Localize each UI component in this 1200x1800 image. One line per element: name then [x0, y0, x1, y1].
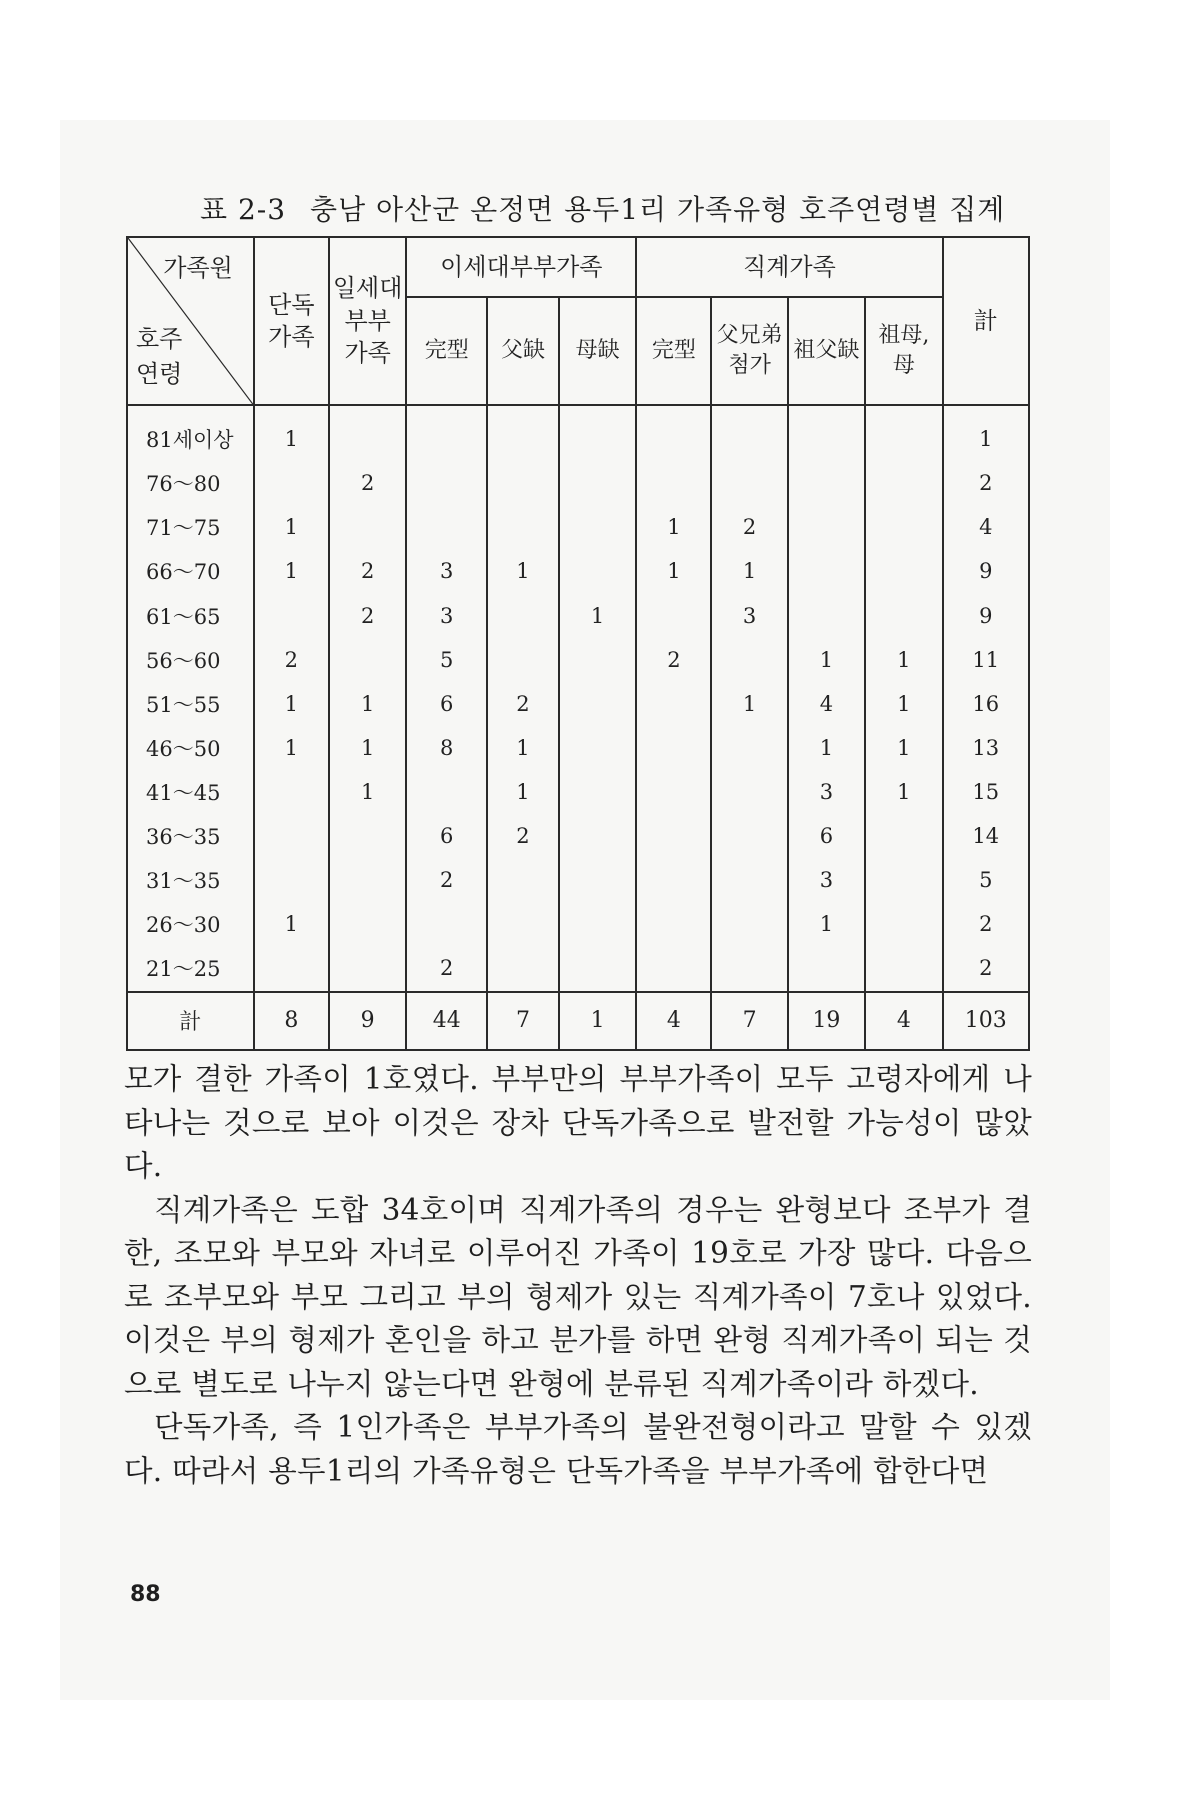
table-cell — [254, 858, 329, 902]
age-label: 26～30 — [127, 902, 254, 946]
table-cell: 1 — [487, 726, 559, 770]
table-cell: 15 — [943, 770, 1029, 814]
table-cell — [487, 405, 559, 461]
table-cell: 2 — [711, 505, 787, 549]
table-cell: 1 — [636, 549, 711, 593]
table-cell — [559, 858, 636, 902]
total-cell: 8 — [254, 992, 329, 1050]
header-father-brothers: 父兄弟 첨가 — [711, 297, 787, 405]
table-row — [127, 594, 1029, 638]
table-cell — [329, 946, 406, 991]
table-cell: 2 — [487, 682, 559, 726]
family-type-table — [126, 236, 1030, 1051]
total-cell: 4 — [636, 992, 711, 1050]
table-cell — [711, 946, 787, 991]
table-cell: 2 — [329, 461, 406, 505]
table-cell: 8 — [406, 726, 487, 770]
table-cell — [711, 858, 787, 902]
table-caption — [200, 188, 1006, 228]
table-number: 표 2-3 — [200, 193, 287, 226]
table-cell: 2 — [943, 461, 1029, 505]
header-complete: 完型 — [406, 297, 487, 405]
table-row — [127, 638, 1029, 682]
total-cell: 1 — [559, 992, 636, 1050]
table-cell — [559, 814, 636, 858]
table-cell: 4 — [788, 682, 865, 726]
table-cell — [329, 814, 406, 858]
table-cell — [254, 814, 329, 858]
table-cell — [329, 638, 406, 682]
header-two-generation-group: 이세대부부가족 — [406, 237, 636, 297]
table-row — [127, 814, 1029, 858]
table-cell — [559, 405, 636, 461]
table-cell: 1 — [254, 549, 329, 593]
table-cell — [711, 770, 787, 814]
age-label: 21～25 — [127, 946, 254, 991]
total-cell: 19 — [788, 992, 865, 1050]
header-grandmother-mother: 祖母, 母 — [865, 297, 942, 405]
body-text — [124, 1058, 1032, 1493]
table-cell: 16 — [943, 682, 1029, 726]
table-cell — [487, 594, 559, 638]
table-cell — [711, 461, 787, 505]
table-cell: 4 — [943, 505, 1029, 549]
table-row — [127, 405, 1029, 461]
table-cell — [865, 858, 942, 902]
table-cell — [254, 770, 329, 814]
table-cell — [559, 505, 636, 549]
table-cell: 1 — [865, 682, 942, 726]
table-cell: 2 — [329, 594, 406, 638]
age-label: 31～35 — [127, 858, 254, 902]
table-cell — [636, 770, 711, 814]
table-cell — [865, 405, 942, 461]
age-label: 36～35 — [127, 814, 254, 858]
table-cell — [788, 549, 865, 593]
table-cell — [559, 726, 636, 770]
table-cell — [329, 858, 406, 902]
table-cell — [636, 682, 711, 726]
table-cell — [788, 946, 865, 991]
table-cell — [865, 549, 942, 593]
table-cell: 2 — [943, 902, 1029, 946]
table-cell: 3 — [406, 594, 487, 638]
corner-header — [127, 237, 254, 405]
table-cell — [711, 814, 787, 858]
table-row — [127, 902, 1029, 946]
table-cell: 6 — [788, 814, 865, 858]
table-cell — [636, 405, 711, 461]
table-cell — [406, 505, 487, 549]
table-cell: 1 — [329, 682, 406, 726]
table-row — [127, 549, 1029, 593]
table-cell — [559, 461, 636, 505]
table-cell — [487, 505, 559, 549]
table-cell: 2 — [406, 946, 487, 991]
table-cell: 1 — [254, 682, 329, 726]
table-cell: 6 — [406, 682, 487, 726]
header-total: 計 — [943, 237, 1029, 405]
table-cell — [406, 902, 487, 946]
header-lineal-group: 직계가족 — [636, 237, 942, 297]
table-cell: 1 — [559, 594, 636, 638]
header-single-family: 단독 가족 — [254, 237, 329, 405]
age-label: 56～60 — [127, 638, 254, 682]
total-cell: 103 — [943, 992, 1029, 1050]
table-cell: 2 — [254, 638, 329, 682]
table-row — [127, 461, 1029, 505]
total-cell: 7 — [711, 992, 787, 1050]
table-title: 충남 아산군 온정면 용두1리 가족유형 호주연령별 집계 — [310, 193, 1006, 226]
table-cell — [636, 594, 711, 638]
table-cell: 2 — [943, 946, 1029, 991]
table-cell: 1 — [254, 902, 329, 946]
table-cell: 1 — [788, 902, 865, 946]
table-cell: 1 — [329, 770, 406, 814]
table-cell — [559, 770, 636, 814]
header-one-generation-couple: 일세대 부부 가족 — [329, 237, 406, 405]
header-lineal-complete: 完型 — [636, 297, 711, 405]
table-cell — [406, 770, 487, 814]
table-cell: 3 — [788, 770, 865, 814]
table-cell — [865, 505, 942, 549]
header-father-missing: 父缺 — [487, 297, 559, 405]
age-label: 81세이상 — [127, 405, 254, 461]
table-cell — [865, 594, 942, 638]
table-row — [127, 770, 1029, 814]
paragraph: 모가 결한 가족이 1호였다. 부부만의 부부가족이 모두 고령자에게 나타나는 것으로 보아 이것은 장차 단독가족으로 발전할 가능성이 많았다. — [124, 1062, 1032, 1183]
table-cell: 1 — [254, 405, 329, 461]
table-cell: 14 — [943, 814, 1029, 858]
table-cell: 1 — [636, 505, 711, 549]
table-cell: 2 — [487, 814, 559, 858]
table-cell: 1 — [487, 770, 559, 814]
table-cell — [406, 461, 487, 505]
table-cell — [636, 814, 711, 858]
age-label: 76～80 — [127, 461, 254, 505]
table-cell — [711, 405, 787, 461]
table-cell — [711, 638, 787, 682]
table-cell: 1 — [788, 638, 865, 682]
total-row — [127, 992, 1029, 1050]
table-cell: 13 — [943, 726, 1029, 770]
table-cell: 1 — [711, 682, 787, 726]
table-cell — [636, 726, 711, 770]
table-cell — [559, 549, 636, 593]
table-cell — [487, 461, 559, 505]
table-cell — [865, 902, 942, 946]
table-cell — [636, 902, 711, 946]
table-cell — [329, 505, 406, 549]
age-label: 51～55 — [127, 682, 254, 726]
table-cell: 1 — [329, 726, 406, 770]
table-cell — [559, 902, 636, 946]
table-cell — [487, 858, 559, 902]
table-cell — [254, 461, 329, 505]
table-cell — [788, 461, 865, 505]
total-cell: 4 — [865, 992, 942, 1050]
table-cell: 1 — [711, 549, 787, 593]
total-label: 計 — [127, 992, 254, 1050]
table-cell — [711, 902, 787, 946]
table-cell — [487, 946, 559, 991]
table-cell: 3 — [406, 549, 487, 593]
table-cell — [406, 405, 487, 461]
table-cell: 1 — [254, 505, 329, 549]
age-label: 61～65 — [127, 594, 254, 638]
corner-label-family-member: 가족원 — [163, 254, 233, 282]
corner-label-householder-age: 호주 연령 — [136, 325, 183, 388]
total-cell: 7 — [487, 992, 559, 1050]
table-cell: 1 — [865, 770, 942, 814]
header-mother-missing: 母缺 — [559, 297, 636, 405]
table-cell — [487, 638, 559, 682]
table-cell — [487, 902, 559, 946]
table-cell: 9 — [943, 594, 1029, 638]
table-cell — [788, 405, 865, 461]
table-cell — [865, 946, 942, 991]
table-cell: 1 — [788, 726, 865, 770]
table-cell — [329, 405, 406, 461]
total-cell: 9 — [329, 992, 406, 1050]
table-cell — [865, 461, 942, 505]
age-label: 66～70 — [127, 549, 254, 593]
table-cell: 5 — [406, 638, 487, 682]
table-row — [127, 682, 1029, 726]
paragraph: 단독가족, 즉 1인가족은 부부가족의 불완전형이라고 말할 수 있겠다. 따라서 용두1리의 가족유형은 단독가족을 부부가족에 합한다면 — [124, 1410, 1032, 1488]
table-cell: 9 — [943, 549, 1029, 593]
table-cell: 1 — [487, 549, 559, 593]
table-cell: 1 — [254, 726, 329, 770]
table-cell: 1 — [943, 405, 1029, 461]
table-cell: 2 — [329, 549, 406, 593]
table-row — [127, 858, 1029, 902]
age-label: 71～75 — [127, 505, 254, 549]
table-cell: 1 — [865, 726, 942, 770]
table-row — [127, 946, 1029, 991]
age-label: 46～50 — [127, 726, 254, 770]
table-cell — [788, 505, 865, 549]
table-cell — [636, 946, 711, 991]
table-cell — [636, 461, 711, 505]
table-cell — [329, 902, 406, 946]
table-cell — [636, 858, 711, 902]
table-cell — [254, 946, 329, 991]
table-cell: 2 — [406, 858, 487, 902]
table-cell — [865, 814, 942, 858]
table-cell: 3 — [711, 594, 787, 638]
table-cell — [559, 638, 636, 682]
table-body — [127, 405, 1029, 992]
table-row — [127, 505, 1029, 549]
paragraph: 직계가족은 도합 34호이며 직계가족의 경우는 완형보다 조부가 결한, 조모와 부모와 자녀로 이루어진 가족이 19호로 가장 많다. 다음으로 조부모와 부모 그리고 부의 형제가 있는 직계가족이 7호나 있었다. 이것은 부의 형제가 혼인을 하고 분가를 하면 완형 직계가족이 되는 것으로 별도로 나누지 않는다면 완형에 분류된 직계가족이라 하겠다. — [124, 1192, 1032, 1401]
table-cell: 2 — [636, 638, 711, 682]
table-cell: 1 — [865, 638, 942, 682]
table-cell: 5 — [943, 858, 1029, 902]
table-row — [127, 726, 1029, 770]
age-label: 41～45 — [127, 770, 254, 814]
header-grandfather-missing: 祖父缺 — [788, 297, 865, 405]
table-cell — [711, 726, 787, 770]
table-cell — [254, 594, 329, 638]
table-cell: 3 — [788, 858, 865, 902]
table-cell: 11 — [943, 638, 1029, 682]
table-cell — [559, 682, 636, 726]
table-cell: 6 — [406, 814, 487, 858]
table-cell — [788, 594, 865, 638]
table-cell — [559, 946, 636, 991]
total-cell: 44 — [406, 992, 487, 1050]
page-number: 88 — [130, 1582, 161, 1607]
